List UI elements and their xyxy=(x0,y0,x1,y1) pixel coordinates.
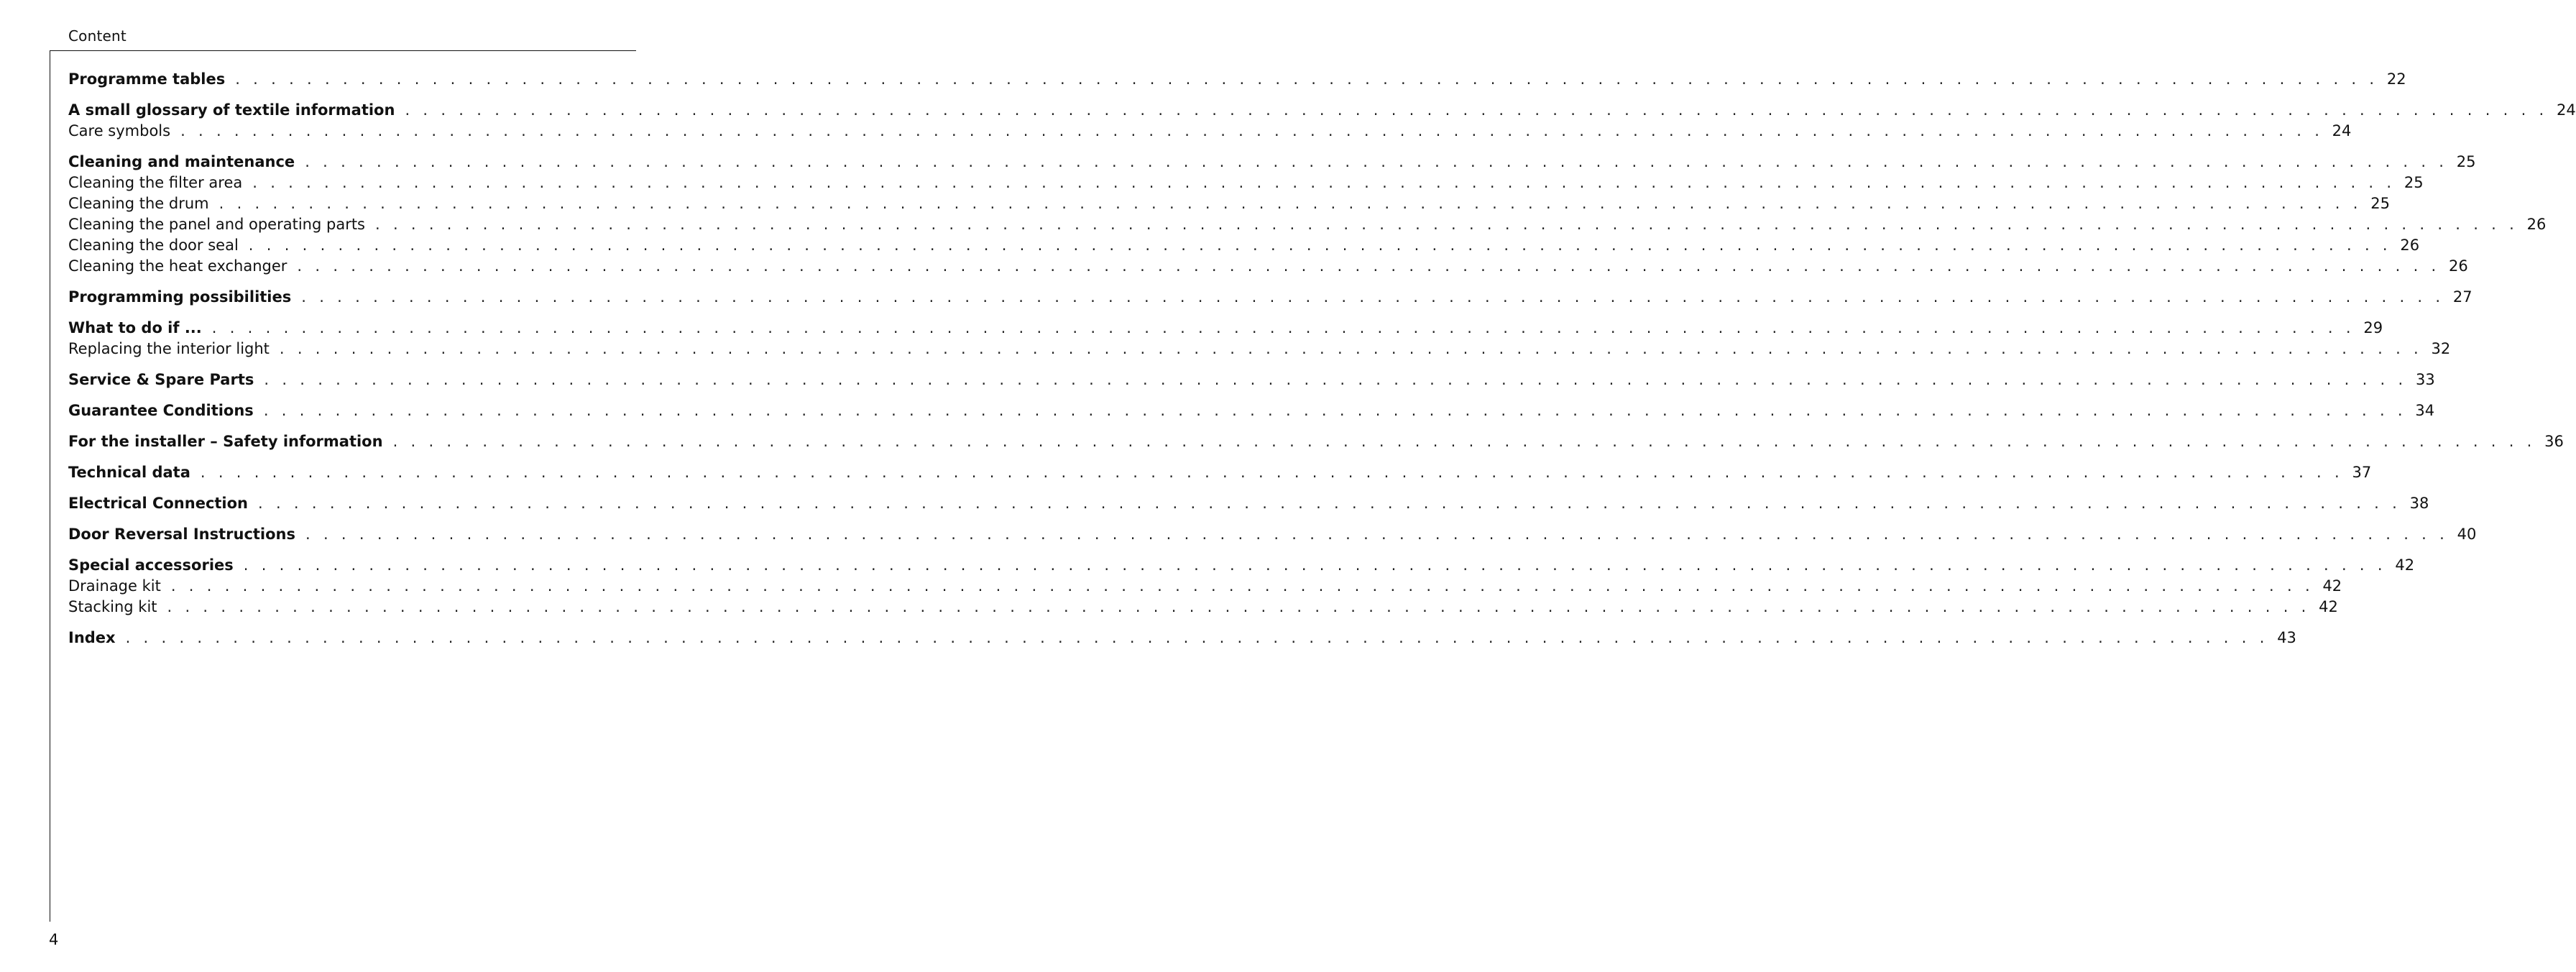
toc-group xyxy=(68,69,2406,90)
toc-entry-title: Special accessories xyxy=(68,556,234,574)
toc-section-entry[interactable] xyxy=(68,555,2415,576)
toc-entry-page: 43 xyxy=(2277,629,2296,646)
toc-group xyxy=(68,555,2415,618)
toc-entry-title: Technical data xyxy=(68,464,190,481)
toc-subsection-entry[interactable] xyxy=(68,173,2424,193)
toc-entry-page: 26 xyxy=(2400,237,2420,254)
toc-entry-page: 37 xyxy=(2352,464,2372,481)
dot-leader: . . . . . . . . . . . . . . . . . . . . . . . . . . . . . . . . . . . . . . . . . . . . . . . . . . . . . . . . . . . . . . . . . . . . . . . . . . . . . . . . . . . . . . . . . . . . . . . . . . . . . . . . . . . . . . . . . . . . . . . . xyxy=(211,319,2355,336)
table-of-contents xyxy=(68,69,2576,659)
toc-entry-page: 42 xyxy=(2319,598,2338,615)
toc-entry-page: 34 xyxy=(2415,402,2435,419)
toc-subsection-entry[interactable] xyxy=(68,339,2451,359)
toc-group xyxy=(68,628,2296,648)
toc-section-entry[interactable] xyxy=(68,493,2429,514)
toc-subsection-entry[interactable] xyxy=(68,214,2547,235)
toc-section-entry[interactable] xyxy=(68,462,2372,483)
toc-entry-title: Care symbols xyxy=(68,122,171,139)
toc-entry-page: 32 xyxy=(2431,340,2451,357)
toc-group xyxy=(68,400,2435,421)
dot-leader: . . . . . . . . . . . . . . . . . . . . . . . . . . . . . . . . . . . . . . . . . . . . . . . . . . . . . . . . . . . . . . . . . . . . . . . . . . . . . . . . . . . . . . . . . . . . . . . . . . . . . . . . . . . . . . . . . . . . . . . . xyxy=(305,153,2448,170)
toc-subsection-entry[interactable] xyxy=(68,256,2468,277)
dot-leader: . . . . . . . . . . . . . . . . . . . . . . . . . . . . . . . . . . . . . . . . . . . . . . . . . . . . . . . . . . . . . . . . . . . . . . . . . . . . . . . . . . . . . . . . . . . . . . . . . . . . . . . . . . . . . . . . . . . . . . . . xyxy=(305,526,2449,543)
toc-entry-title: Replacing the interior light xyxy=(68,340,270,357)
toc-entry-title: Cleaning and maintenance xyxy=(68,153,295,170)
toc-section-entry[interactable] xyxy=(68,628,2296,648)
toc-entry-page: 26 xyxy=(2526,216,2547,233)
toc-entry-page: 27 xyxy=(2452,288,2472,306)
dot-leader: . . . . . . . . . . . . . . . . . . . . . . . . . . . . . . . . . . . . . . . . . . . . . . . . . . . . . . . . . . . . . . . . . . . . . . . . . . . . . . . . . . . . . . . . . . . . . . . . . . . . . . . . . . . . . . . . . . . . . . . . xyxy=(170,577,2314,595)
toc-group xyxy=(68,493,2429,514)
toc-entry-page: 33 xyxy=(2415,371,2435,388)
toc-entry-title: Cleaning the door seal xyxy=(68,237,239,254)
toc-subsection-entry[interactable] xyxy=(68,193,2390,214)
dot-leader: . . . . . . . . . . . . . . . . . . . . . . . . . . . . . . . . . . . . . . . . . . . . . . . . . . . . . . . . . . . . . . . . . . . . . . . . . . . . . . . . . . . . . . . . . . . . . . . . . . . . . . . . . . . . . . . . . . . . . . . . xyxy=(263,402,2407,419)
toc-entry-title: What to do if ... xyxy=(68,319,202,336)
dot-leader: . . . . . . . . . . . . . . . . . . . . . . . . . . . . . . . . . . . . . . . . . . . . . . . . . . . . . . . . . . . . . . . . . . . . . . . . . . . . . . . . . . . . . . . . . . . . . . . . . . . . . . . . . . . . . . . . . . . . . . . . xyxy=(301,288,2444,306)
toc-subsection-entry[interactable] xyxy=(68,235,2420,256)
toc-group xyxy=(68,524,2477,545)
toc-entry-title: Programme tables xyxy=(68,70,226,88)
page-header: Content xyxy=(68,27,126,45)
header-rule xyxy=(50,50,636,51)
toc-group xyxy=(68,287,2472,308)
toc-group xyxy=(68,370,2435,390)
dot-leader: . . . . . . . . . . . . . . . . . . . . . . . . . . . . . . . . . . . . . . . . . . . . . . . . . . . . . . . . . . . . . . . . . . . . . . . . . . . . . . . . . . . . . . . . . . . . . . . . . . . . . . . . . . . . . . . . . . . . . . . . xyxy=(252,174,2396,191)
toc-section-entry[interactable] xyxy=(68,400,2435,421)
toc-entry-page: 24 xyxy=(2557,101,2576,119)
toc-section-entry[interactable] xyxy=(68,69,2406,90)
page-number: 4 xyxy=(49,931,59,948)
toc-section-entry[interactable] xyxy=(68,318,2383,339)
toc-section-entry[interactable] xyxy=(68,370,2435,390)
toc-entry-title: Electrical Connection xyxy=(68,495,249,512)
toc-subsection-entry[interactable] xyxy=(68,597,2338,618)
toc-entry-page: 40 xyxy=(2457,526,2477,543)
dot-leader: . . . . . . . . . . . . . . . . . . . . . . . . . . . . . . . . . . . . . . . . . . . . . . . . . . . . . . . . . . . . . . . . . . . . . . . . . . . . . . . . . . . . . . . . . . . . . . . . . . . . . . . . . . . . . . . . . . . . . . . . xyxy=(235,70,2378,88)
dot-leader: . . . . . . . . . . . . . . . . . . . . . . . . . . . . . . . . . . . . . . . . . . . . . . . . . . . . . . . . . . . . . . . . . . . . . . . . . . . . . . . . . . . . . . . . . . . . . . . . . . . . . . . . . . . . . . . . . . . . . . . . xyxy=(125,629,2269,646)
toc-group xyxy=(68,318,2451,359)
dot-leader: . . . . . . . . . . . . . . . . . . . . . . . . . . . . . . . . . . . . . . . . . . . . . . . . . . . . . . . . . . . . . . . . . . . . . . . . . . . . . . . . . . . . . . . . . . . . . . . . . . . . . . . . . . . . . . . . . . . . . . . . xyxy=(279,340,2423,357)
dot-leader: . . . . . . . . . . . . . . . . . . . . . . . . . . . . . . . . . . . . . . . . . . . . . . . . . . . . . . . . . . . . . . . . . . . . . . . . . . . . . . . . . . . . . . . . . . . . . . . . . . . . . . . . . . . . . . . . . . . . . . . . xyxy=(218,195,2363,212)
toc-subsection-entry[interactable] xyxy=(68,121,2352,142)
dot-leader: . . . . . . . . . . . . . . . . . . . . . . . . . . . . . . . . . . . . . . . . . . . . . . . . . . . . . . . . . . . . . . . . . . . . . . . . . . . . . . . . . . . . . . . . . . . . . . . . . . . . . . . . . . . . . . . . . . . . . . . . xyxy=(297,257,2441,275)
toc-section-entry[interactable] xyxy=(68,524,2477,545)
toc-entry-page: 36 xyxy=(2544,433,2564,450)
dot-leader: . . . . . . . . . . . . . . . . . . . . . . . . . . . . . . . . . . . . . . . . . . . . . . . . . . . . . . . . . . . . . . . . . . . . . . . . . . . . . . . . . . . . . . . . . . . . . . . . . . . . . . . . . . . . . . . . . . . . . . . . xyxy=(200,464,2344,481)
toc-group xyxy=(68,152,2547,277)
dot-leader: . . . . . . . . . . . . . . . . . . . . . . . . . . . . . . . . . . . . . . . . . . . . . . . . . . . . . . . . . . . . . . . . . . . . . . . . . . . . . . . . . . . . . . . . . . . . . . . . . . . . . . . . . . . . . . . . . . . . . . . . xyxy=(375,216,2518,233)
dot-leader: . . . . . . . . . . . . . . . . . . . . . . . . . . . . . . . . . . . . . . . . . . . . . . . . . . . . . . . . . . . . . . . . . . . . . . . . . . . . . . . . . . . . . . . . . . . . . . . . . . . . . . . . . . . . . . . . . . . . . . . . xyxy=(248,237,2392,254)
toc-entry-page: 25 xyxy=(2404,174,2424,191)
toc-entry-page: 29 xyxy=(2363,319,2383,336)
dot-leader: . . . . . . . . . . . . . . . . . . . . . . . . . . . . . . . . . . . . . . . . . . . . . . . . . . . . . . . . . . . . . . . . . . . . . . . . . . . . . . . . . . . . . . . . . . . . . . . . . . . . . . . . . . . . . . . . . . . . . . . . xyxy=(264,371,2407,388)
toc-entry-page: 24 xyxy=(2332,122,2352,139)
toc-entry-page: 42 xyxy=(2322,577,2342,595)
toc-entry-page: 42 xyxy=(2395,556,2415,574)
dot-leader: . . . . . . . . . . . . . . . . . . . . . . . . . . . . . . . . . . . . . . . . . . . . . . . . . . . . . . . . . . . . . . . . . . . . . . . . . . . . . . . . . . . . . . . . . . . . . . . . . . . . . . . . . . . . . . . . . . . . . . . . xyxy=(405,101,2549,119)
toc-group xyxy=(68,462,2372,483)
toc-entry-title: Index xyxy=(68,629,116,646)
toc-group xyxy=(68,431,2564,452)
toc-entry-title: Service & Spare Parts xyxy=(68,371,254,388)
toc-entry-title: For the installer – Safety information xyxy=(68,433,383,450)
dot-leader: . . . . . . . . . . . . . . . . . . . . . . . . . . . . . . . . . . . . . . . . . . . . . . . . . . . . . . . . . . . . . . . . . . . . . . . . . . . . . . . . . . . . . . . . . . . . . . . . . . . . . . . . . . . . . . . . . . . . . . . . xyxy=(167,598,2311,615)
dot-leader: . . . . . . . . . . . . . . . . . . . . . . . . . . . . . . . . . . . . . . . . . . . . . . . . . . . . . . . . . . . . . . . . . . . . . . . . . . . . . . . . . . . . . . . . . . . . . . . . . . . . . . . . . . . . . . . . . . . . . . . . xyxy=(258,495,2401,512)
toc-entry-title: Stacking kit xyxy=(68,598,157,615)
toc-entry-title: Cleaning the panel and operating parts xyxy=(68,216,365,233)
toc-entry-title: A small glossary of textile information xyxy=(68,101,395,119)
toc-section-entry[interactable] xyxy=(68,100,2576,121)
dot-leader: . . . . . . . . . . . . . . . . . . . . . . . . . . . . . . . . . . . . . . . . . . . . . . . . . . . . . . . . . . . . . . . . . . . . . . . . . . . . . . . . . . . . . . . . . . . . . . . . . . . . . . . . . . . . . . . . . . . . . . . . xyxy=(243,556,2387,574)
toc-group xyxy=(68,100,2576,142)
toc-entry-page: 26 xyxy=(2449,257,2468,275)
toc-entry-page: 22 xyxy=(2386,70,2406,88)
toc-entry-page: 25 xyxy=(2370,195,2390,212)
dot-leader: . . . . . . . . . . . . . . . . . . . . . . . . . . . . . . . . . . . . . . . . . . . . . . . . . . . . . . . . . . . . . . . . . . . . . . . . . . . . . . . . . . . . . . . . . . . . . . . . . . . . . . . . . . . . . . . . . . . . . . . . xyxy=(180,122,2324,139)
toc-subsection-entry[interactable] xyxy=(68,576,2342,597)
toc-section-entry[interactable] xyxy=(68,152,2476,173)
toc-entry-title: Guarantee Conditions xyxy=(68,402,254,419)
toc-entry-title: Door Reversal Instructions xyxy=(68,526,296,543)
dot-leader: . . . . . . . . . . . . . . . . . . . . . . . . . . . . . . . . . . . . . . . . . . . . . . . . . . . . . . . . . . . . . . . . . . . . . . . . . . . . . . . . . . . . . . . . . . . . . . . . . . . . . . . . . . . . . . . . . . . . . . . . xyxy=(392,433,2536,450)
toc-entry-title: Drainage kit xyxy=(68,577,161,595)
toc-section-entry[interactable] xyxy=(68,431,2564,452)
toc-entry-title: Programming possibilities xyxy=(68,288,292,306)
toc-section-entry[interactable] xyxy=(68,287,2472,308)
toc-entry-title: Cleaning the filter area xyxy=(68,174,243,191)
toc-entry-title: Cleaning the heat exchanger xyxy=(68,257,288,275)
toc-entry-page: 25 xyxy=(2456,153,2476,170)
toc-entry-title: Cleaning the drum xyxy=(68,195,209,212)
toc-entry-page: 38 xyxy=(2409,495,2429,512)
